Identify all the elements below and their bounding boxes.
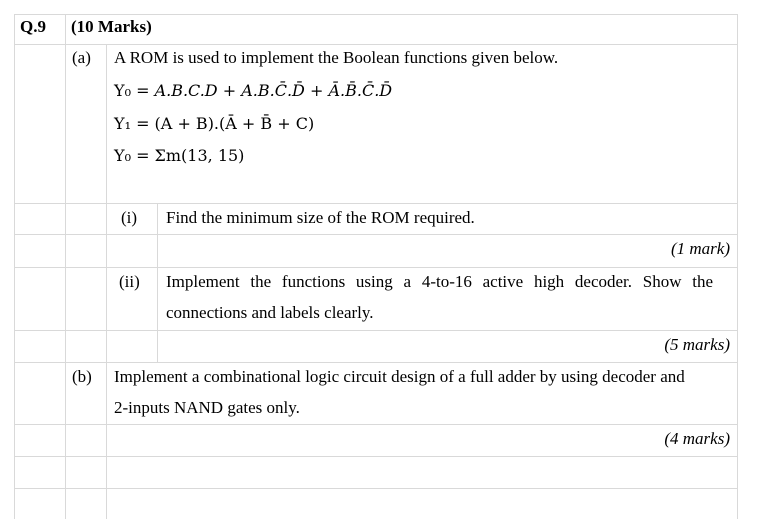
row-divider — [14, 362, 738, 363]
eq1-term2a: A.B. — [241, 81, 275, 100]
equation-y0-minterms: Y₀ = Σm(13, 15) — [114, 146, 245, 165]
row-divider — [14, 330, 738, 331]
equation-y1-pos: Y₁ = (A + B).(Ā + B̄ + C) — [114, 114, 315, 133]
equation-y0-sop — [114, 81, 392, 101]
sub-ii-text-line2: connections and labels clearly. — [166, 303, 374, 322]
question-marks-total: (10 Marks) — [71, 17, 152, 36]
eq1-lhs: Y₀ = — [114, 81, 150, 100]
row-divider — [14, 456, 738, 457]
table-border-left — [14, 14, 15, 519]
row-divider — [14, 44, 738, 45]
eq1-term2b: C̄.D̄ — [274, 81, 305, 100]
part-a-intro: A ROM is used to implement the Boolean functions given below. — [114, 48, 559, 67]
part-b-text-line1: Implement a combinational logic circuit design of a full adder by using decoder and — [114, 367, 685, 386]
row-divider — [14, 234, 738, 235]
sub-i-text: Find the minimum size of the ROM required. — [166, 208, 475, 227]
question-number: Q.9 — [20, 17, 46, 36]
sub-ii-marks: (5 marks) — [664, 335, 730, 354]
row-divider — [14, 488, 738, 489]
row-divider — [14, 267, 738, 268]
sub-ii-text-line1: Implement the functions using a 4-to-16 active high decoder. Show the — [166, 272, 714, 291]
eq1-term3: Ā.B̄.C̄.D̄ — [328, 81, 393, 100]
sub-i-marks: (1 mark) — [670, 239, 730, 258]
part-a-label: (a) — [72, 48, 91, 67]
eq1-plus: + — [309, 81, 324, 100]
row-divider — [14, 424, 738, 425]
table-border-right — [737, 14, 738, 519]
part-b-marks: (4 marks) — [664, 429, 730, 448]
part-b-text-line2: 2-inputs NAND gates only. — [114, 398, 300, 417]
table-border-top — [14, 14, 738, 15]
sub-ii-label: (ii) — [119, 272, 140, 291]
eq1-term1: A.B.C.D — [154, 81, 218, 100]
column-divider — [106, 44, 107, 519]
column-divider — [157, 203, 158, 362]
row-divider — [14, 203, 738, 204]
column-divider — [65, 14, 66, 519]
eq1-plus: + — [222, 81, 237, 100]
sub-i-label: (i) — [121, 208, 138, 227]
part-b-label: (b) — [72, 367, 92, 386]
